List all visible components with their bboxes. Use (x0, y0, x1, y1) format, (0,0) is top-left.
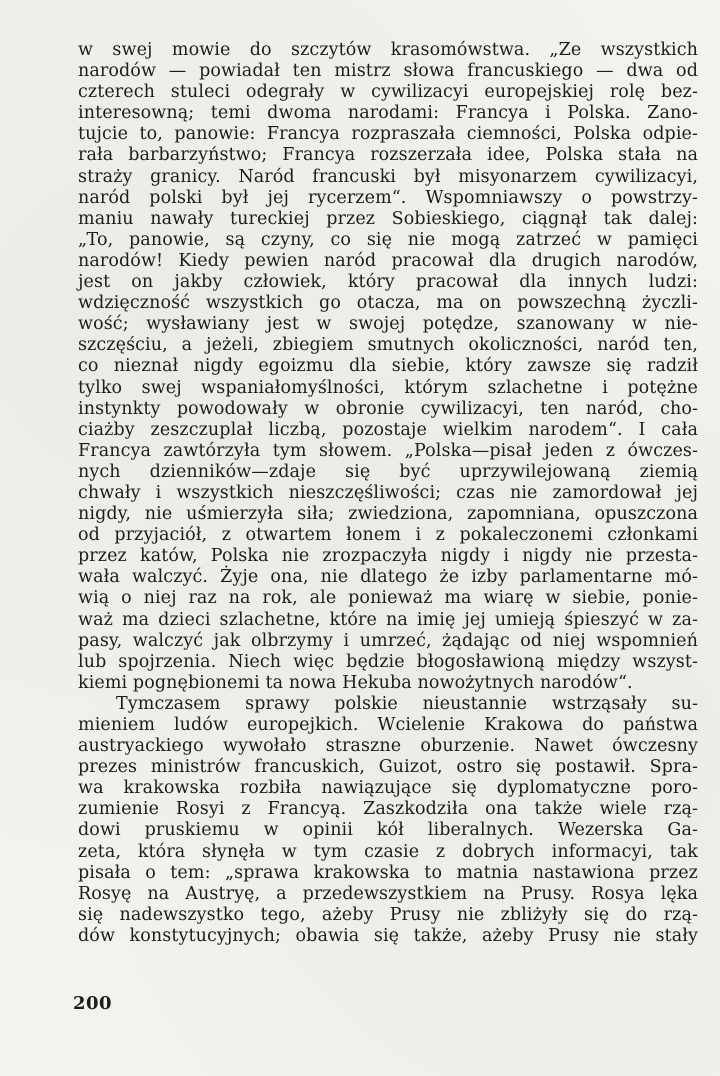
text-line: tylko swej wspaniałomyślności, którym szlachetne i potężne (78, 377, 698, 398)
text-line: mieniem ludów europejkich. Wcielenie Krakowa do państwa (78, 715, 698, 735)
text-line: waż ma dzieci szlachetne, które na imię jej umieją śpieszyć w za- (78, 609, 698, 630)
text-line: prezes ministrów francuskich, Guizot, ostro się postawił. Spra- (78, 757, 698, 778)
text-line: narodów! Kiedy pewien naród pracował dla drugich narodów, (78, 250, 698, 271)
text-line: szczęściu, a jeżeli, zbiegiem smutnych okoliczności, naród ten, (78, 335, 698, 356)
text-line: kiemi pognębionemi ta nowa Hekuba nowożytnych narodów“. (78, 672, 633, 693)
text-line: narodów — powiadał ten mistrz słowa francuskiego — dwa od (78, 61, 698, 82)
paragraph-start-line: Tymczasem sprawy polskie nieustannie wstrząsały su- (116, 693, 698, 714)
text-line: rała barbarzyństwo; Francya rozszerzała idee, Polska stała na (78, 145, 698, 166)
text-line: interesowną; temi dwoma narodami: Francya i Polska. Zano- (78, 103, 698, 124)
text-line: się nadewszystko tego, ażeby Prusy nie zbliżyły się do rzą- (78, 904, 698, 925)
text-line: chwały i wszystkich nieszczęśliwości; czas nie zamordował jej (78, 482, 698, 503)
text-line: nigdy, nie uśmierzyła siła; zwiedziona, zapomniana, opuszczona (78, 504, 698, 525)
text-line: dów konstytucyjnych; obawia się także, ażeby Prusy nie stały (78, 925, 698, 946)
text-line: wa krakowska rozbiła nawiązujące się dyplomatyczne poro- (78, 778, 698, 799)
text-line: wdzięczność wszystkich go otacza, ma on powszechną życzli- (78, 293, 698, 314)
text-line: pasy, walczyć jak olbrzymy i umrzeć, żądając od niej wspomnień (78, 630, 698, 651)
text-line: dowi pruskiemu w opinii kół liberalnych. Wezerska Ga- (78, 820, 698, 841)
text-line: lub spojrzenia. Niech więc będzie błogosławioną między wszyst- (78, 651, 698, 672)
text-line: naród polski był jej rycerzem“. Wspomniawszy o powstrzy- (78, 187, 698, 208)
text-line: ciażby zeszczuplał liczbą, pozostaje wielkim narodem“. I cała (78, 419, 698, 440)
text-line: co nieznał nigdy egoizmu dla siebie, który zawsze się radził (78, 356, 698, 377)
text-line: nych dzienników—zdaje się być uprzywilejowaną ziemią (78, 461, 698, 482)
page-number: 200 (73, 993, 113, 1014)
text-line: czterech stuleci odegrały w cywilizacyi europejskiej rolę bez- (78, 82, 698, 103)
text-line: pisała o tem: „sprawa krakowska to matnia nastawiona przez (78, 862, 698, 883)
text-line: „To, panowie, są czyny, co się nie mogą zatrzeć w pamięci (78, 229, 698, 250)
text-line: Rosyę na Austryę, a przedewszystkiem na Prusy. Rosya lęka (78, 883, 698, 904)
text-line: tujcie to, panowie: Francya rozpraszała ciemności, Polska odpie- (78, 124, 698, 145)
body-text (78, 40, 698, 947)
text-line: maniu nawały tureckiej przez Sobieskiego, ciągnął tak dalej: (78, 208, 698, 229)
text-line: w swej mowie do szczytów krasomówstwa. „Ze wszystkich (78, 40, 698, 60)
text-line: straży granicy. Naród francuski był misyonarzem cywilizacyi, (78, 166, 698, 187)
text-line: instynkty powodowały w obronie cywilizacyi, ten naród, cho- (78, 398, 698, 419)
text-line: jest on jakby człowiek, który pracował dla innych ludzi: (78, 272, 698, 293)
text-line: zumienie Rosyi z Francyą. Zaszkodziła ona także wiele rzą- (78, 799, 698, 820)
text-line: od przyjaciół, z otwartem łonem i z pokaleczonemi członkami (78, 525, 698, 546)
text-line: przez katów, Polska nie zrozpaczyła nigdy i nigdy nie przesta- (78, 546, 698, 567)
text-line: wość; wysławiany jest w swojej potędze, szanowany w nie- (78, 314, 698, 335)
text-line: wała walczyć. Żyje ona, nie dlatego że izby parlamentarne mó- (78, 567, 698, 588)
text-line: austryackiego wywołało straszne oburzenie. Nawet ówczesny (78, 736, 698, 757)
text-line: wią o niej raz na rok, ale ponieważ ma wiarę w siebie, ponie- (78, 588, 698, 609)
text-line: zeta, która słynęła w tym czasie z dobrych informacyi, tak (78, 841, 698, 862)
text-line: Francya zawtórzyła tym słowem. „Polska—pisał jeden z ówczes- (78, 440, 698, 461)
